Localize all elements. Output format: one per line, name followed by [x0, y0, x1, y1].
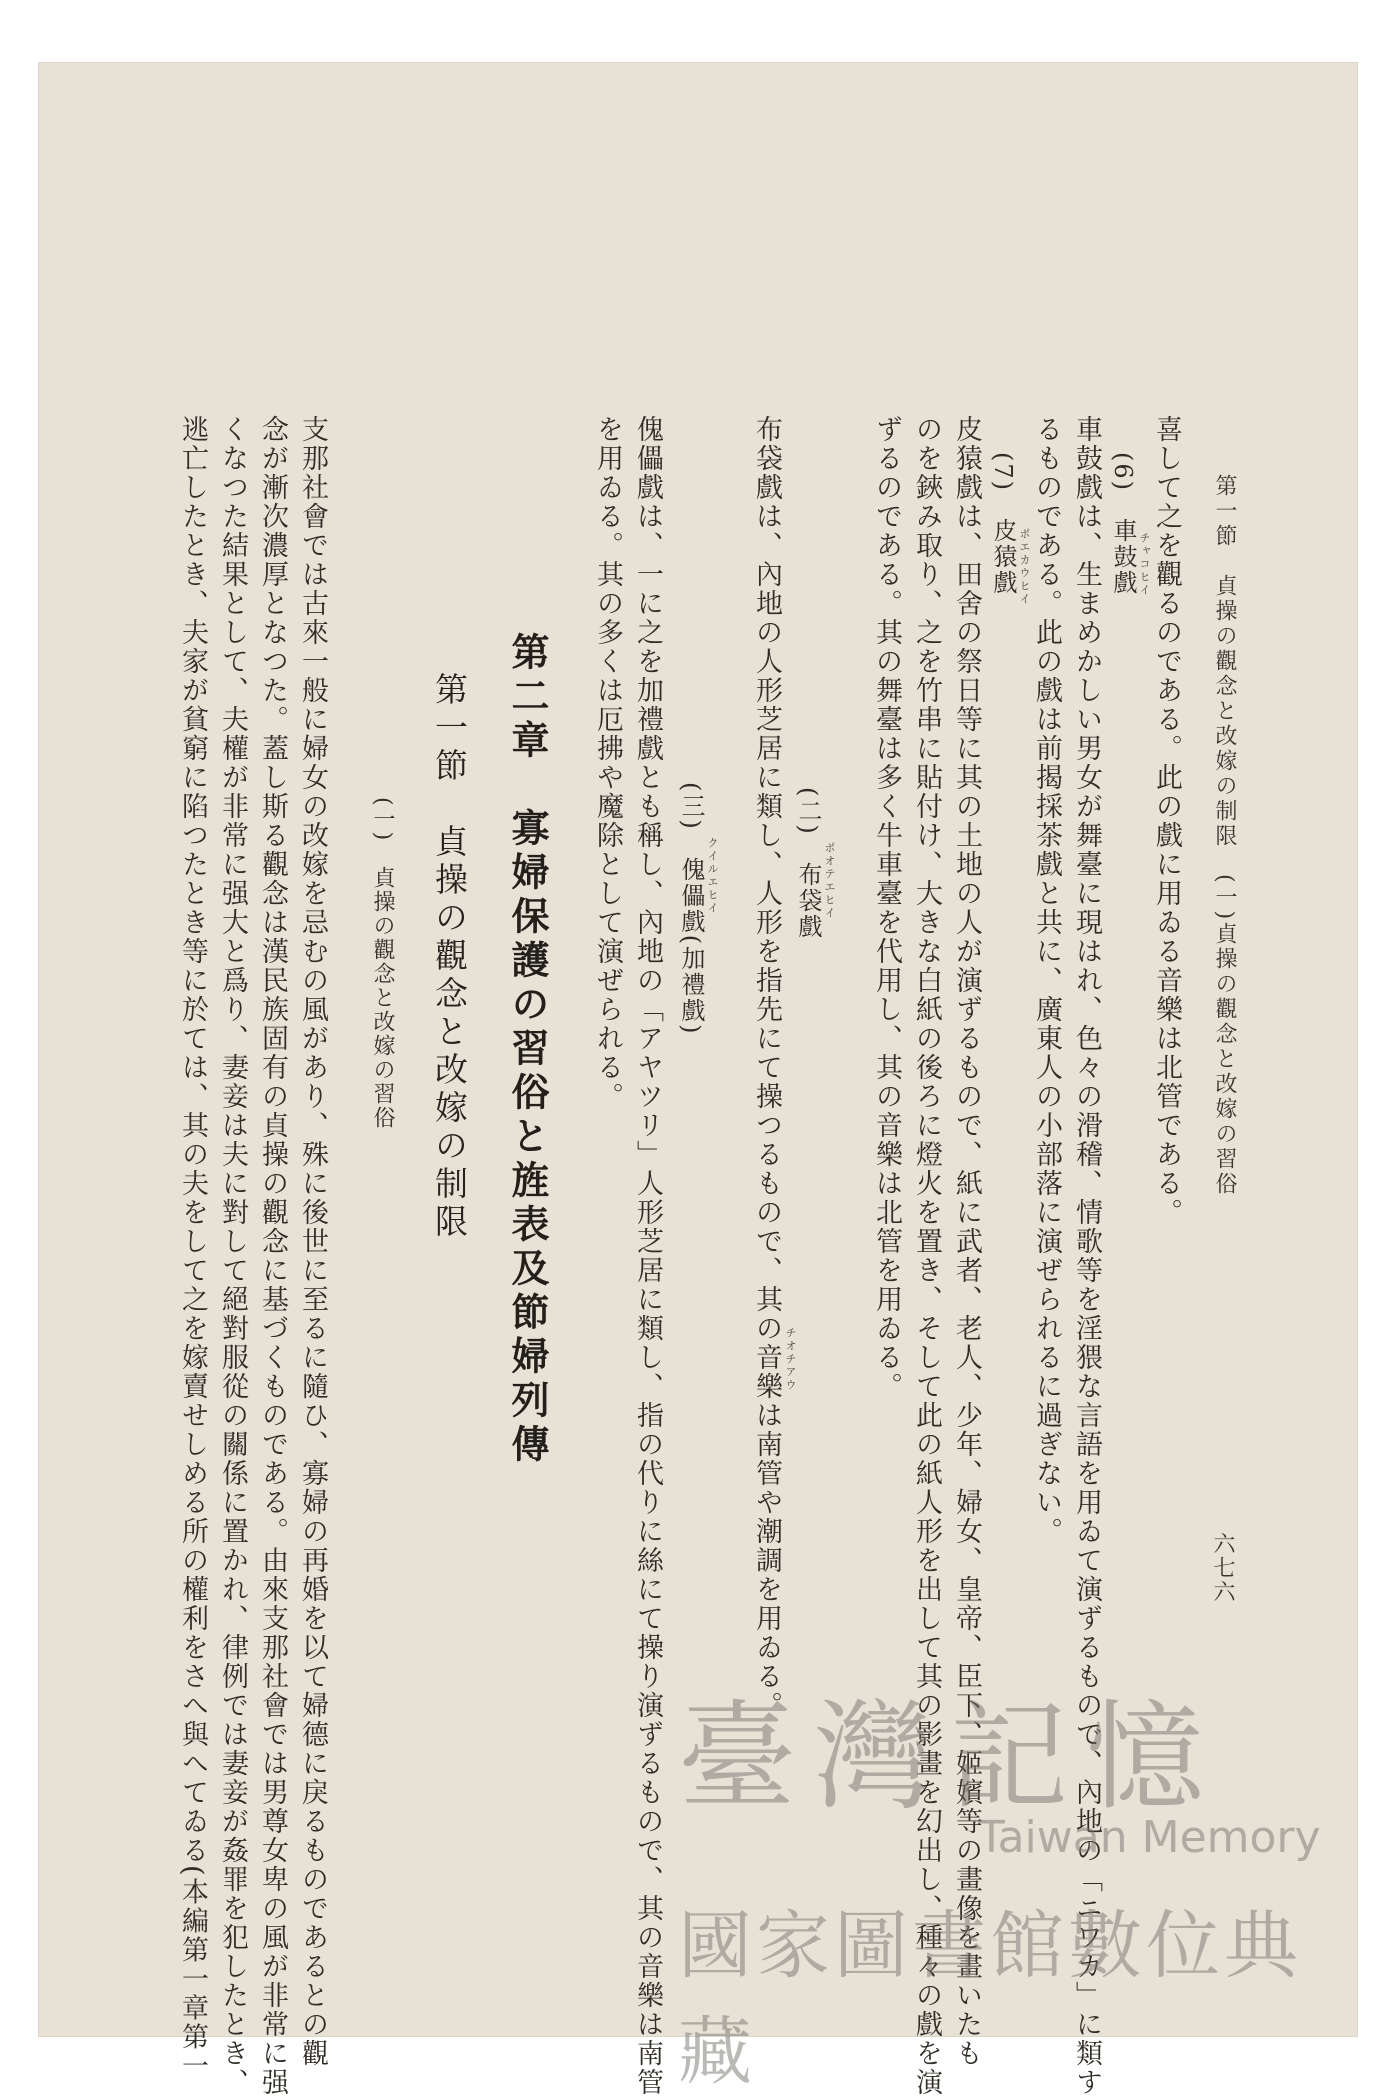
watermark-library: 國家圖書館數位典藏 — [678, 1903, 1302, 2095]
text-column-1: 喜して之を觀るのである。此の戲に用ゐる音樂は北管である。 — [1151, 415, 1182, 1227]
scanned-page — [38, 62, 1358, 2097]
text-column-20: 逃亡したとき、夫家が貧窮に陷つたとき等に於ては、其の夫をして之を嫁賣せしめる所の權利をさへ與へてゐる(本編第一章第一 — [177, 415, 208, 2081]
ruby-chocho: チオチアウ — [784, 1327, 797, 1392]
item-heading-7: (7) 皮猿戲 — [989, 452, 1017, 596]
item-heading-2: (二) 布袋戲 — [794, 787, 822, 940]
watermark-english: Taiwan Memory — [978, 1812, 1321, 1863]
watermark-logo — [678, 1662, 1358, 2095]
text-column-8: ずるのである。其の舞臺は多く牛車臺を代用し、其の音樂は北管を用ゐる。 — [871, 415, 902, 1401]
text-column-6: 皮猿戲は、田舍の祭日等に其の土地の人が演ずるもので、紙に武者、老人、少年、婦女、皇帝、臣下、姬嬪等の畫像を畫いたも — [951, 415, 982, 2068]
text-column-3: 車鼓戲は、生まめかしい男女が舞臺に現はれ、色々の滑稽、情歌等を淫猥な言語を用ゐて演ずるもので、內地の「ニワカ」に類す — [1071, 415, 1102, 2097]
text-column-7: のを鋏み取り、之を竹串に貼付け、大きな白紙の後ろに燈火を置き、そして此の紙人形を出して其の影畫を幻出し、種々の戲を演 — [911, 415, 942, 2097]
ruby-pien: ポエカウヒイ — [1018, 528, 1031, 606]
text-column-13: を用ゐる。其の多くは厄拂や魔除として演ぜられる。 — [592, 415, 623, 1111]
ruby-shake: チャコヒイ — [1138, 532, 1151, 597]
text-column-12: 傀儡戲は、一に之を加禮戲とも稱し、內地の「アヤツリ」人形芝居に類し、指の代りに絲にて操り演ずるもので、其の音樂は南管 — [632, 415, 663, 2097]
text-column-4: るものである。此の戲は前揭採茶戲と共に、廣東人の小部落に演ぜられるに過ぎない。 — [1031, 415, 1062, 1546]
text-column-19: くなつた結果として、夫權が非常に强大と爲り、妻妾は夫に對して絕對服從の關係に置かれ、律例では妻妾が姦罪を犯したとき、 — [217, 415, 248, 2097]
text-column-10: 布袋戲は、內地の人形芝居に類し、人形を指先にて操つるもので、其の音樂は南管や潮調を用ゐる。 — [751, 415, 782, 1720]
running-title: 第一節 貞操の觀念と改嫁の制限 (一)貞操の觀念と改嫁の習俗 — [1212, 474, 1237, 1198]
page-number: 六七六 — [1210, 1532, 1235, 1604]
section-heading: 第一節 貞操の觀念と改嫁の制限 — [430, 672, 469, 1242]
item-heading-6: (6) 車鼓戲 — [1109, 452, 1137, 596]
text-column-17: 支那社會では古來一般に婦女の改嫁を忌むの風があり、殊に後世に至るに隨ひ、寡婦の再婚を以て婦德に戾るものであるとの觀 — [297, 415, 328, 2068]
chapter-heading: 第二章 寡婦保護の習俗と旌表及節婦列傳 — [505, 632, 550, 1468]
ruby-potai: ポオテエヒイ — [823, 842, 836, 920]
text-column-18: 念が漸次濃厚となつた。蓋し斯る觀念は漢民族固有の貞操の觀念に基づくものである。由來支那社會では男尊女卑の風が非常に强 — [257, 415, 288, 2097]
ruby-kairai: クイルエヒイ — [706, 837, 719, 915]
subsection-heading: (一) 貞操の觀念と改嫁の習俗 — [370, 797, 395, 1131]
watermark-chinese: 臺灣記憶 — [678, 1688, 1223, 1826]
item-heading-3: (三) 傀儡戲(加禮戲) — [677, 782, 705, 1036]
